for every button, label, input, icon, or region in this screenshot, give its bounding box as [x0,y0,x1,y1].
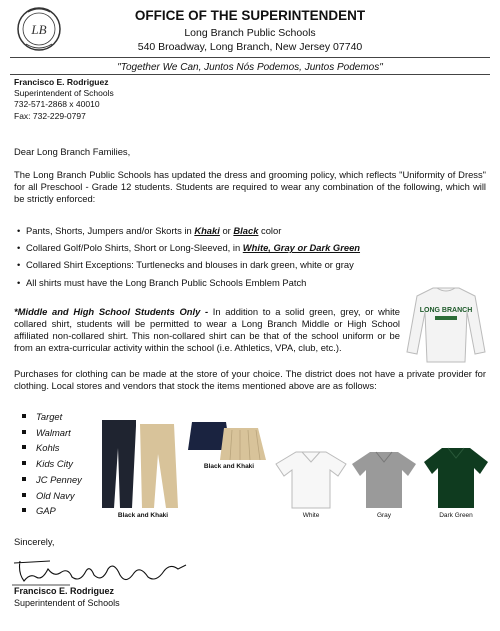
seal-text: LB [31,22,47,37]
pants-caption: Black and Khaki [117,512,169,519]
ms-hs-paragraph [14,306,400,354]
divider-top [10,57,490,58]
green-caption: Dark Green [439,512,473,519]
handwritten-signature [10,555,190,587]
greeting: Dear Long Branch Families, [14,146,131,157]
sender-name: Francisco E. Rodriguez [14,77,109,87]
bullet-shirts [26,239,406,256]
skirts-image [186,418,270,462]
store-item: Target [22,409,82,425]
white-polo-image [272,448,350,510]
bullet-emblem: • All shirts must have the Long Branch Public Schools Emblem Patch [26,274,406,291]
store-item: Kids City [22,456,82,472]
intro-paragraph: The Long Branch Public Schools has updated the dress and grooming policy, which reflects "Uniformity of Dress" for all Preschool - Grade 12 students. Students are required to wear any combination of the following, which will be strictly enforced: [14,169,486,204]
white-caption: White [302,512,320,519]
bullet-pants-text: Pants, Shorts, Jumpers and/or Skorts in [26,225,195,236]
store-item: JC Penney [22,472,82,488]
office-title: OFFICE OF THE SUPERINTENDENT [134,8,366,23]
divider-bottom [10,74,490,75]
sender-fax: Fax: 732-229-0797 [14,110,86,121]
district-address: 540 Broadway, Long Branch, New Jersey 07740 [137,41,363,53]
signature-title: Superintendent of Schools [14,598,120,608]
bullet-pants [26,222,406,239]
store-item: GAP [22,503,82,519]
ms-hs-text: In addition to a solid green, grey, or white collared shirt, students will be permitted to wear a Long Branch Middle or High School affiliated non-collared shirt. This non-collared shirt can be that of the school uniform or be from an extra-curricular activity within the school (i.e. Athletics, VPA, club, etc.). [14,306,400,353]
black-label: Black [233,225,259,236]
gray-polo-image [348,448,420,510]
or-text: or [219,225,234,236]
khaki-label: Khaki [194,225,220,236]
skirts-caption: Black and Khaki [203,463,255,470]
purchase-paragraph: Purchases for clothing can be made at the store of your choice. The district does not have a private provider for clothing. Local stores and vendors that stock the items mentioned above are as follows: [14,368,486,391]
signature-name: Francisco E. Rodriguez [14,586,115,596]
bullet-shirts-text: Collared Golf/Polo Shirts, Short or Long-Sleeved, in [26,242,243,254]
district-motto: "Together We Can, Juntos Nós Podemos, Juntos Podemos" [117,62,383,73]
sender-title: Superintendent of Schools [14,88,114,99]
store-item: Old Navy [22,488,82,504]
uniform-bullet-list [26,222,406,291]
color-text: color [258,225,282,236]
store-item: Walmart [22,425,82,441]
pants-image [100,418,182,510]
sender-block [14,77,114,122]
ms-hs-label: *Middle and High School Students Only - [14,306,209,317]
bullet-exceptions: • Collared Shirt Exceptions: Turtlenecks and blouses in dark green, white or gray [26,256,406,273]
store-item: Kohls [22,440,82,456]
shirt-print-text: LONG BRANCH [419,307,473,314]
green-polo-image [420,444,492,510]
sender-phone: 732-571-2868 x 40010 [14,99,100,110]
shirt-colors-label: White, Gray or Dark Green [242,242,361,254]
store-list [22,409,82,519]
closing-text: Sincerely, [14,536,55,547]
district-name: Long Branch Public Schools [184,27,316,39]
gray-caption: Gray [376,512,392,519]
long-sleeve-shirt-image [405,282,487,364]
